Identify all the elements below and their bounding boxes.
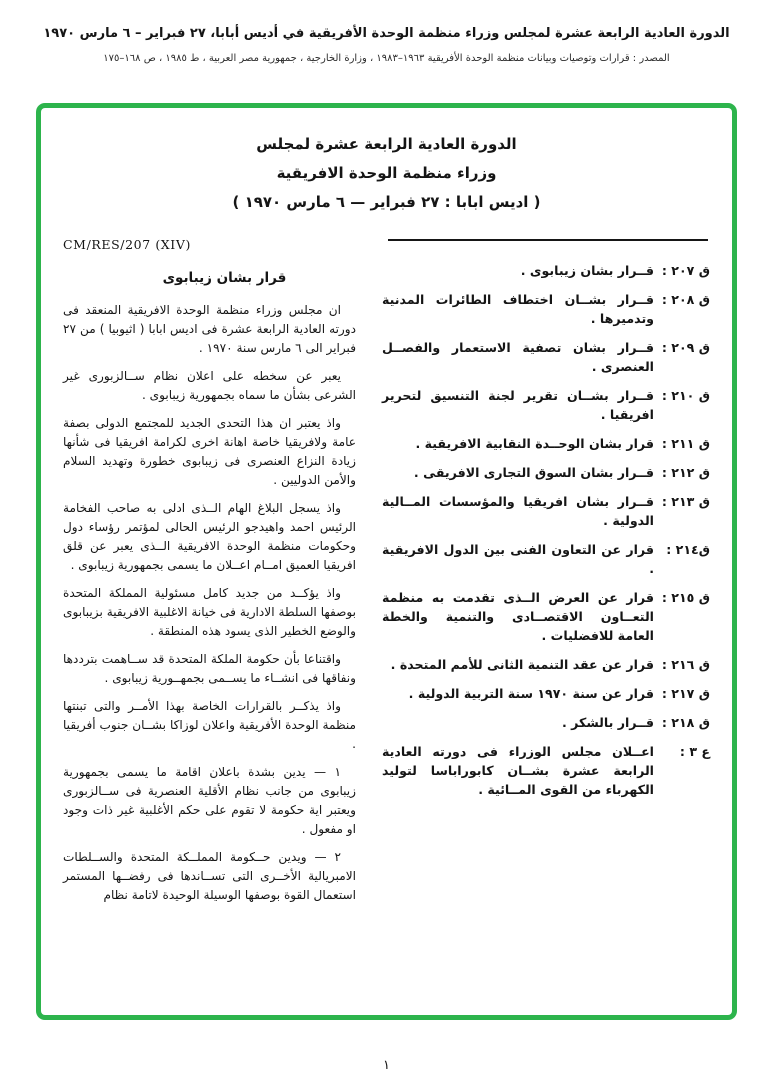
resolution-label: قرار عن التعاون الفنى بين الدول الافريقية . [382, 542, 654, 576]
resolution-number: ق ٢١٣ : [661, 494, 710, 509]
resolution-label: قرار عن العرض الــذى تقدمت به منظمة التعــاون الاقتصــادى والتنمية والخطة العامة للافضليات . [382, 590, 654, 643]
document-title [63, 130, 710, 217]
resolutions-index-list [380, 261, 710, 799]
page-number: ١ [383, 1058, 390, 1073]
resolution-number: ق ٢١١ : [661, 436, 710, 451]
document-title-line-2: وزراء منظمة الوحدة الافريقية [276, 164, 497, 182]
resolution-label: قرار عن عقد التنمية الثانى للأمم المتحدة . [390, 657, 654, 672]
resolution-number: ق ٢١٧ : [661, 686, 710, 701]
paragraph: ان مجلس وزراء منظمة الوحدة الافريقية المنعقد فى دورته العادية الرابعة عشرة فى اديس ابابا ( اثيوبيا ) من ٢٧ فبراير الى ٦ مارس سنة ١٩٧٠ . [63, 303, 356, 355]
document-title-line-3: ( اديس ابابا : ٢٧ فبراير — ٦ مارس ١٩٧٠ ) [232, 193, 541, 211]
resolution-index-item [380, 434, 710, 453]
paragraph: واذ يسجل البلاغ الهام الــذى ادلى به صاحب الفخامة الرئيس احمد واهيدجو الرئيس الحالى لمؤتمر رؤساء دول وحكومات منظمة الوحدة الافريقية الــذى يعبر عن قلق افريقيا العميق امــام اعــلان ما يسمى بجمهورية زيبابوى . [63, 501, 356, 572]
resolution-index-item [380, 742, 710, 799]
resolution-index-item [380, 713, 710, 732]
two-column-layout [63, 231, 710, 914]
resolution-number: ق ٢٠٨ : [661, 292, 710, 307]
resolution-index-item [380, 492, 710, 530]
paragraph: ٢ — ويدين حــكومة المملــكة المتحدة والســلطات الامبريالية الأخــرى التى تســاندها فى رفضــها المستمر استعمال القوة بوصفها الوسيلة الوحيدة لاتامة نظام [63, 850, 356, 902]
paragraph: واذ يؤكــد من جديد كامل مسئولية المملكة المتحدة بوصفها السلطة الادارية فى خيانة الاغلبية الافريقية بزيبابوى والوضع الخطير الذى يسود هذه المنطقة . [63, 586, 356, 638]
resolution-label: قرار بشان الوحــدة النقابية الافريقية . [415, 436, 654, 451]
resolution-label: قــرار بالشكر . [562, 715, 654, 730]
source-citation: المصدر : قرارات وتوصيات وبيانات منظمة الوحدة الأفريقية ١٩٦٣–١٩٨٣ ، وزارة الخارجية ، جمهورية مصر العربية ، ط ١٩٨٥ ، ص ١٦٨–١٧٥ [103, 53, 670, 64]
resolution-index-item [380, 588, 710, 645]
resolution-number: ق ٢١٢ : [661, 465, 710, 480]
resolution-body-column [63, 231, 356, 914]
resolution-label: قــرار بشان افريقيا والمؤسسات المــالية الدولية . [382, 494, 654, 528]
resolution-label: قــرار بشــان تقرير لجنة التنسيق لتحرير افريقيا . [382, 388, 654, 422]
resolution-label: قرار عن سنة ١٩٧٠ سنة التربية الدولية . [408, 686, 654, 701]
resolution-label: قــرار بشان السوق التجارى الافريقى . [413, 465, 654, 480]
resolution-index-item [380, 655, 710, 674]
masthead-title: الدورة العادية الرابعة عشرة لمجلس وزراء منظمة الوحدة الأفريقية في أديس أبابا، ٢٧ فبراير – ٦ مارس ١٩٧٠ [43, 26, 730, 41]
resolution-index-item [380, 338, 710, 376]
resolution-number: ق ٢٠٩ : [661, 340, 710, 355]
paragraph: يعبر عن سخطه على اعلان نظام ســالزبورى غير الشرعى بشأن ما سماه بجمهورية زيبابوى . [63, 369, 356, 402]
paragraph: واذ يعتبر ان هذا التحدى الجديد للمجتمع الدولى بصفة عامة ولافريقيا خاصة اهانة اخرى لكرامة افريقيا فى شأنها زيادة النزاع العنصرى فى زيبابوى خطورة وتهديد السلام والأمن الدوليين . [63, 416, 356, 487]
resolution-number: ق٢١٤ : [666, 542, 710, 557]
resolutions-index-column [380, 231, 710, 914]
document-title-line-1: الدورة العادية الرابعة عشرة لمجلس [256, 135, 517, 153]
resolution-label: قــرار بشان زيبابوى . [520, 263, 654, 278]
resolution-number: ق ٢١٦ : [661, 657, 710, 672]
resolution-index-item [380, 463, 710, 482]
resolution-number: ع ٣ : [679, 744, 710, 759]
resolution-label: اعــلان مجلس الوزراء فى دورته العادية الرابعة عشرة بشــان كابوراباسا لتوليد الكهرباء من القوى المــائية . [382, 744, 654, 797]
paragraph: واقتناعا بأن حكومة الملكة المتحدة قد ســاهمت بترددها ونفاقها فى انشــاء ما يســمى بجمهــورية زيبابوى . [63, 652, 356, 685]
resolution-number: ق ٢١٥ : [661, 590, 710, 605]
masthead [0, 0, 773, 64]
resolution-index-item [380, 261, 710, 280]
resolution-title: قرار بشان زيبابوى [162, 270, 287, 286]
resolution-index-item [380, 290, 710, 328]
resolution-label: قــرار بشــان اختطاف الطائرات المدنية وتدميرها . [382, 292, 654, 326]
document-frame [36, 103, 737, 1020]
document-reference: CM/RES/207 (XIV) [63, 237, 191, 252]
index-top-rule [388, 239, 708, 241]
resolution-index-item [380, 386, 710, 424]
paragraph: ١ — يدين بشدة باعلان اقامة ما يسمى بجمهورية زيبابوى من جانب نظام الأقلية العنصرية فى ســالزبورى ويعتبر اية حكومة لا تقوم على حكم الأغلبية غير ذات وجود او مفعول . [63, 765, 356, 836]
paragraph: واذ يذكــر بالقرارات الخاصة بهذا الأمــر والتى تبنتها منظمة الوحدة الأفريقية واعلان لوزاكا بشــان جنوب أفريقيا . [63, 699, 356, 751]
resolution-number: ق ٢١٠ : [661, 388, 710, 403]
resolution-index-item [380, 540, 710, 578]
resolution-label: قــرار بشان تصفية الاستعمار والفصــل العنصرى . [382, 340, 654, 374]
resolution-paragraphs [63, 301, 356, 905]
resolution-number: ق ٢٠٧ : [661, 263, 710, 278]
resolution-number: ق ٢١٨ : [661, 715, 710, 730]
resolution-index-item [380, 684, 710, 703]
